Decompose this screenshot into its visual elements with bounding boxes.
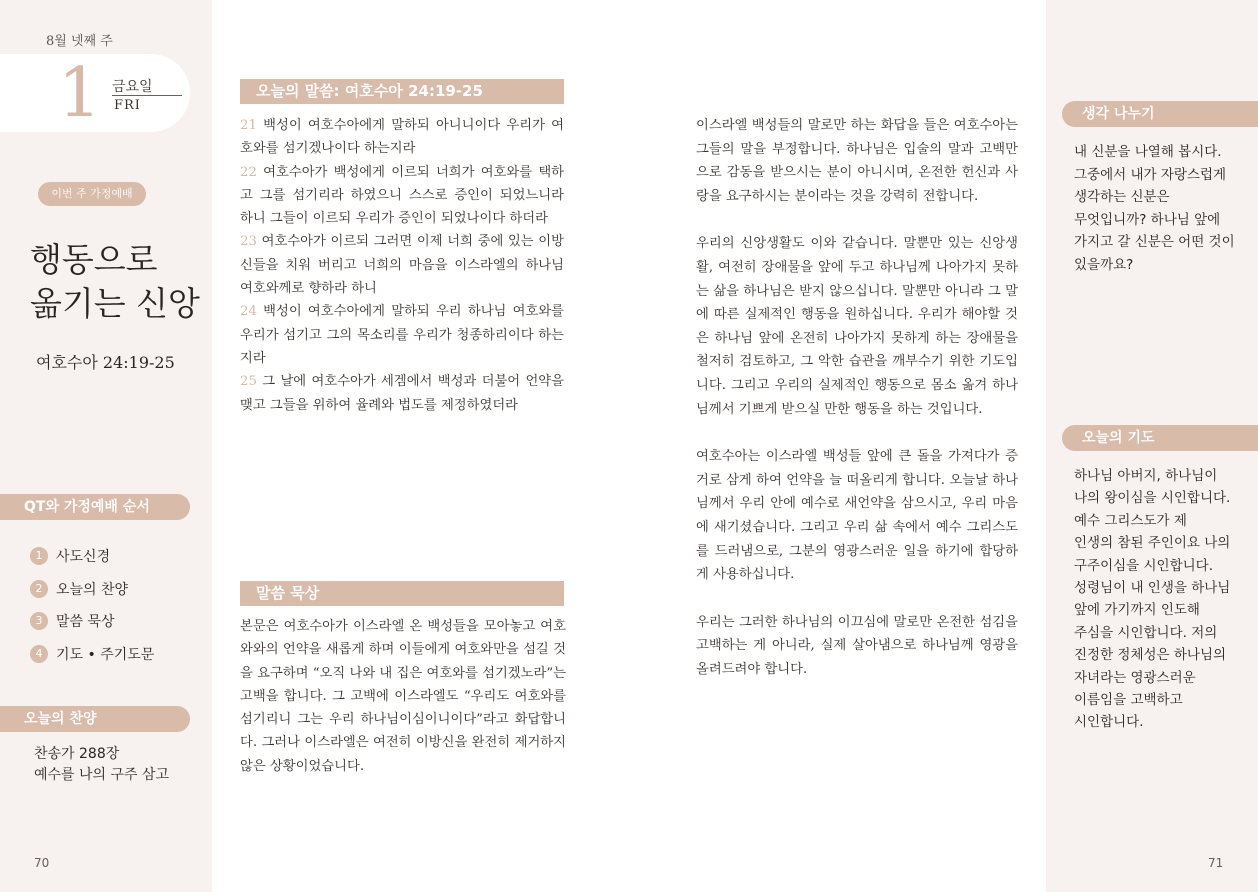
body-paragraph: 이스라엘 백성들의 말로만 하는 화답을 들은 여호수아는 그들의 말을 부정합니다. 하나님은 입술의 말과 고백만으로 감동을 받으시는 분이 아니시며, 온전한 헌신과 사랑을 요구하시는 분이라는 것을 강력히 전합니다. — [696, 118, 1018, 204]
verse-text: 백성이 여호수아에게 말하되 우리 하나님 여호와를 우리가 섬기고 그의 목소리를 우리가 청종하리이다 하는지라 — [240, 304, 565, 366]
order-list — [30, 540, 154, 670]
number-circle-icon: 2 — [30, 580, 48, 598]
share-line: 있을까요? — [1074, 256, 1134, 273]
hymn-section-title: 오늘의 찬양 — [0, 706, 190, 732]
number-circle-icon: 1 — [30, 547, 48, 565]
number-circle-icon: 4 — [30, 645, 48, 663]
prayer-line: 진정한 정체성은 하나님의 — [1074, 647, 1227, 664]
order-item — [30, 540, 154, 573]
verse-text: 여호수아가 이르되 그러면 이제 너희 중에 있는 이방 신들을 치워 버리고 너희의 마음을 이스라엘의 하나님 여호와께로 향하라 하니 — [240, 234, 564, 297]
share-line: 생각하는 신분은 — [1074, 189, 1170, 206]
scripture-text — [240, 114, 564, 417]
prayer-line: 자녀라는 영광스러운 — [1074, 669, 1196, 686]
meditation-title: 말씀 묵상 — [240, 581, 564, 606]
prayer-line: 예수 그리스도가 제 — [1074, 512, 1187, 529]
share-line: 무엇입니까? 하나님 앞에 — [1074, 211, 1221, 228]
share-questions — [1074, 141, 1244, 277]
prayer-line: 주심을 시인합니다. 저의 — [1074, 624, 1218, 641]
weekly-worship-tag: 이번 주 가정예배 — [38, 182, 146, 206]
verse-text: 백성이 여호수아에게 말하되 아니니이다 우리가 여호와를 섬기겠나이다 하는지라 — [240, 118, 565, 157]
prayer-line: 인생의 참된 주인이요 나의 — [1074, 535, 1231, 552]
prayer-text — [1074, 465, 1244, 734]
page-title: 행동으로 옮기는 신앙 — [30, 240, 200, 323]
verse-number: 22 — [240, 164, 257, 180]
body-paragraph: 우리의 신앙생활도 이와 같습니다. 말뿐만 있는 신앙생활, 여전히 장애물을 앞에 두고 하나님께 나아가지 못하는 삶을 하나님은 받지 않으십니다. 말뿐만 아니라 그 말에 따른 실제적인 행동을 원하십니다. 우리가 해야할 것은 하나님 앞에 온전히 나아가지 못하게 하는 장애물을 철저히 검토하고, 그 악한 습관을 깨부수기 위한 기도입니다. 그리고 우리의 실제적인 행동으로 몸소 옮겨 하나님께서 기쁘게 받으실 만한 행동을 하는 것입니다. — [696, 236, 1018, 417]
hymn-name: 예수를 나의 구주 삼고 — [34, 767, 170, 783]
hymn-info — [34, 744, 169, 786]
order-item — [30, 638, 154, 671]
order-item — [30, 573, 154, 606]
verse-number: 24 — [240, 304, 257, 320]
verse-number: 23 — [240, 234, 257, 250]
prayer-line: 구주이심을 시인합니다. — [1074, 557, 1213, 574]
scripture-title: 오늘의 말씀: 여호수아 24:19-25 — [240, 79, 564, 104]
prayer-line: 이름임을 고백하고 — [1074, 692, 1183, 709]
page-number-right: 71 — [1208, 856, 1224, 870]
order-item-label: 기도 • 주기도문 — [56, 646, 155, 663]
devotional-body — [696, 114, 1018, 705]
share-line: 가지고 갈 신분은 어떤 것이 — [1074, 234, 1235, 251]
prayer-line: 하나님 아버지, 하나님이 — [1074, 468, 1218, 484]
order-item-label: 오늘의 찬양 — [56, 581, 129, 598]
share-section-title: 생각 나누기 — [1062, 101, 1258, 127]
order-item — [30, 605, 154, 638]
day-korean: 금요일 — [112, 79, 153, 95]
number-circle-icon: 3 — [30, 612, 48, 630]
hymn-number: 찬송가 288장 — [34, 746, 120, 762]
date-number: 1 — [58, 54, 102, 133]
verse-text: 그 날에 여호수아가 세겜에서 백성과 더불어 언약을 맺고 그들을 위하여 율례와 법도를 제정하였더라 — [240, 374, 564, 413]
week-label: 8월 넷째 주 — [46, 34, 113, 49]
verse-text: 여호수아가 백성에게 이르되 너희가 여호와를 택하고 그를 섬기리라 하였으니 스스로 증인이 되었느니라 하니 그들이 이르되 우리가 증인이 되었나이다 하더라 — [240, 164, 565, 227]
body-paragraph: 우리는 그러한 하나님의 이끄심에 말로만 온전한 섬김을 고백하는 게 아니라, 실제 살아냄으로 하나님께 영광을 올려드려야 합니다. — [696, 614, 1018, 677]
prayer-line: 나의 왕이심을 시인합니다. — [1074, 490, 1231, 507]
body-paragraph: 여호수아는 이스라엘 백성들 앞에 큰 돌을 가져다가 증거로 삼게 하여 언약을 늘 떠올리게 합니다. 오늘날 하나님께서 우리 안에 예수로 새언약을 삼으시고, 우리 마음에 새기셨습니다. 그리고 우리 삶 속에서 예수 그리스도를 드러냄으로, 그분의 영광스러운 일을 하기에 합당하게 사용하십니다. — [696, 449, 1018, 583]
share-line: 내 신분을 나열해 봅시다. — [1074, 144, 1222, 160]
verse-number: 21 — [240, 118, 257, 133]
prayer-line: 앞에 가기까지 인도해 — [1074, 602, 1200, 619]
share-line: 그중에서 내가 자랑스럽게 — [1074, 166, 1227, 183]
order-item-label: 사도신경 — [56, 549, 111, 566]
scripture-reference: 여호수아 24:19-25 — [36, 353, 175, 372]
prayer-section-title: 오늘의 기도 — [1062, 425, 1258, 451]
prayer-line: 성령님이 내 인생을 하나님 — [1074, 580, 1231, 597]
meditation-text: 본문은 여호수아가 이스라엘 온 백성들을 모아놓고 여호와와의 언약을 새롭게 하며 이들에게 여호와만을 섬길 것을 요구하며 “오직 나와 내 집은 여호와를 섬기겠노라”는 고백을 합니다. 그 고백에 이스라엘도 “우리도 여호와를 섬기리니 그는 우리 하나님이심이니이다”라고 화답합니다. 그러나 이스라엘은 여전히 이방신을 완전히 제거하지 않은 상황이었습니다. — [240, 619, 566, 774]
page-number-left: 70 — [34, 856, 50, 870]
date-divider — [112, 95, 182, 96]
order-item-label: 말씀 묵상 — [56, 614, 115, 631]
day-english: FRI — [114, 98, 141, 113]
verse-number: 25 — [240, 374, 257, 390]
order-section-title: QT와 가정예배 순서 — [0, 494, 190, 520]
prayer-line: 시인합니다. — [1074, 714, 1144, 731]
